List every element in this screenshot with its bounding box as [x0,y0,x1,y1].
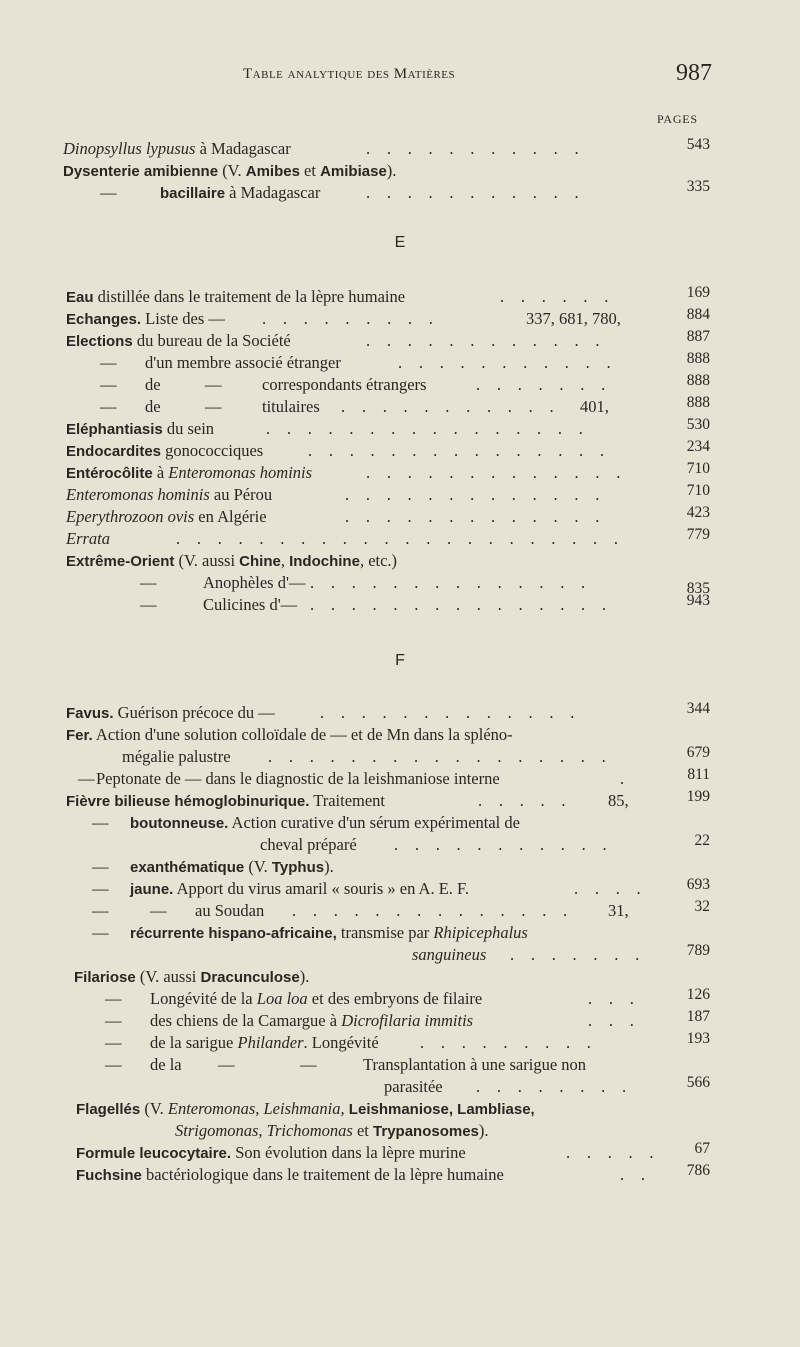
page-number: 987 [676,60,712,86]
pages-column-label: PAGES [657,112,698,126]
index-entry: — Peptonate de — dans le diagnostic de la leishmaniose interne . 811 [78,766,710,788]
index-entry: — Anophèles d'— . . . . . . . . . . . . . . 835 [140,573,710,597]
index-entry: Formule leucocytaire. Son évolution dans la lèpre murine . . . . . 67 [76,1140,710,1162]
section-letter-e: E [394,234,406,251]
running-header [0,60,800,90]
index-entry: Favus. Guérison précoce du — . . . . . . . . . . . . . 344 [66,700,710,722]
index-entry: Errata . . . . . . . . . . . . . . . . . . . . . . 779 [66,526,710,548]
index-entry: — bacillaire à Madagascar . . . . . . . . . . . 335 [100,178,710,202]
section-letter-f: F [395,652,405,669]
index-entry: Fer. Action d'une solution colloïdale de — et de Mn dans la spléno- [66,725,513,744]
entry-page: 335 [686,178,710,195]
index-entry: — d'un membre associé étranger . . . . . . . . . . . 888 [100,350,710,372]
index-entry: — jaune. Apport du virus amaril « souris » en A. E. F. . . . . 693 [92,876,710,898]
index-entry: — Longévité de la Loa loa et des embryons de filaire . . . 126 [105,986,710,1008]
index-entry: Flagellés (V. Enteromonas, Leishmania, Leishmaniose, Lambliase, [76,1099,535,1118]
index-entry: — de — correspondants étrangers . . . . . . . 888 [100,372,710,394]
index-entry: Dysenterie amibienne (V. Amibes et Amibiase). [63,161,397,180]
index-entry: Enteromonas hominis au Pérou . . . . . . . . . . . . . 710 [66,482,710,504]
index-entry: cheval préparé . . . . . . . . . . . 22 [260,832,710,854]
index-entry: Dinopsyllus lypusus à Madagascar . . . . . . . . . . . 543 [63,136,710,158]
entry-page: 543 [686,136,710,153]
index-entry: — des chiens de la Camargue à Dicrofilaria immitis . . . 187 [105,1008,710,1030]
index-entry: Eperythrozoon ovis en Algérie . . . . . . . . . . . . . 423 [66,504,710,526]
header-title: Table analytique des Matières [243,66,456,82]
index-entry: Fuchsine bactériologique dans le traitement de la lèpre humaine . . 786 [76,1162,710,1184]
index-entry: Entérocôlite à Enteromonas hominis . . . . . . . . . . . . . 710 [66,460,710,482]
index-entry: Endocardites gonococciques . . . . . . . . . . . . . . . 234 [66,438,710,460]
index-entry: — — au Soudan . . . . . . . . . . . . . . 31, 32 [92,898,710,920]
index-entry: — Culicines d'— . . . . . . . . . . . . . . . 943 [140,592,710,614]
index-entry: — de la sarigue Philander. Longévité . . . . . . . . . 193 [105,1030,710,1052]
index-entry: Extrême-Orient (V. aussi Chine, Indochine, etc.) [66,551,398,570]
index-entry: Filariose (V. aussi Dracunculose). [74,967,310,986]
index-entry: — exanthématique (V. Typhus). [92,857,334,876]
index-entry: — récurrente hispano-africaine, transmise par Rhipicephalus [92,923,528,942]
index-entry: — de la — — Transplantation à une sarigue non [105,1055,587,1074]
index-entry: — de — titulaires . . . . . . . . . . . 401, 888 [100,394,710,416]
index-entry: — boutonneuse. Action curative d'un sérum expérimental de [92,813,520,832]
index-entry: Strigomonas, Trichomonas et Trypanosomes). [175,1121,489,1140]
index-entry: Echanges. Liste des — . . . . . . . . . 337, 681, 780, 884 [66,306,710,328]
index-entry: parasitée . . . . . . . . 566 [384,1074,710,1096]
index-entry: Eau distillée dans le traitement de la lèpre humaine . . . . . . 169 [66,284,710,306]
index-entry: Fièvre bilieuse hémoglobinurique. Traitement . . . . . 85, 199 [66,788,710,810]
index-entry: Eléphantiasis du sein . . . . . . . . . . . . . . . . 530 [66,416,710,438]
index-entry: Elections du bureau de la Société . . . . . . . . . . . . 887 [66,328,710,350]
index-entry: mégalie palustre . . . . . . . . . . . . . . . . . 679 [122,744,710,766]
index-entry: sanguineus . . . . . . . 789 [412,942,710,964]
